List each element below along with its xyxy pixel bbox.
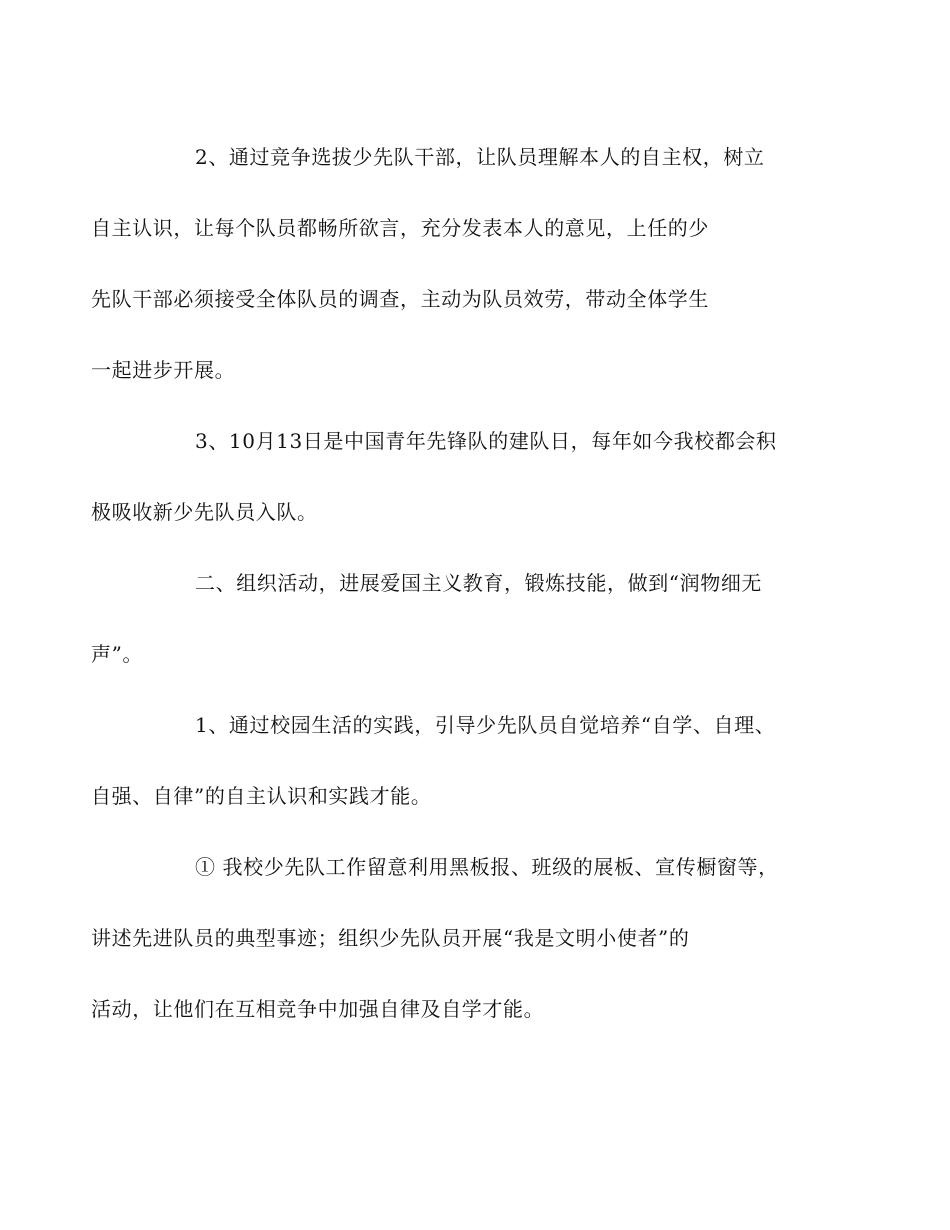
text-line: 先队干部必须接受全体队员的调查，主动为队员效劳，带动全体学生 — [91, 287, 709, 311]
text-line: 一起进步开展。 — [91, 358, 236, 382]
paragraph-item-3 — [91, 406, 807, 548]
text-line: 二、组织活动，进展爱国主义教育，锻炼技能，做到“润物细无 — [195, 571, 763, 595]
text-line: 活动，让他们在互相竞争中加强自律及自学才能。 — [91, 997, 545, 1021]
text-line: 3、10月13日是中国青年先锋队的建队日，每年如今我校都会积 — [195, 429, 777, 453]
section-heading-2 — [91, 548, 807, 690]
paragraph-item-2 — [91, 122, 807, 406]
text-line: 2、通过竞争选拔少先队干部，让队员理解本人的自主权，树立 — [195, 145, 765, 169]
text-line: 声”。 — [91, 642, 144, 666]
text-line: 自强、自律”的自主认识和实践才能。 — [91, 784, 432, 808]
document-body — [91, 122, 807, 1045]
text-line: 讲述先进队员的典型事迹；组织少先队员开展“我是文明小使者”的 — [91, 926, 690, 950]
paragraph-item-1 — [91, 690, 807, 832]
paragraph-subitem-1 — [91, 832, 807, 1045]
text-line: 自主认识，让每个队员都畅所欲言，充分发表本人的意见，上任的少 — [91, 216, 709, 240]
text-line: 1、通过校园生活的实践，引导少先队员自觉培养“自学、自理、 — [195, 713, 776, 737]
text-line: ① 我校少先队工作留意利用黑板报、班级的展板、宣传橱窗等， — [195, 855, 779, 879]
text-line: 极吸收新少先队员入队。 — [91, 500, 318, 524]
